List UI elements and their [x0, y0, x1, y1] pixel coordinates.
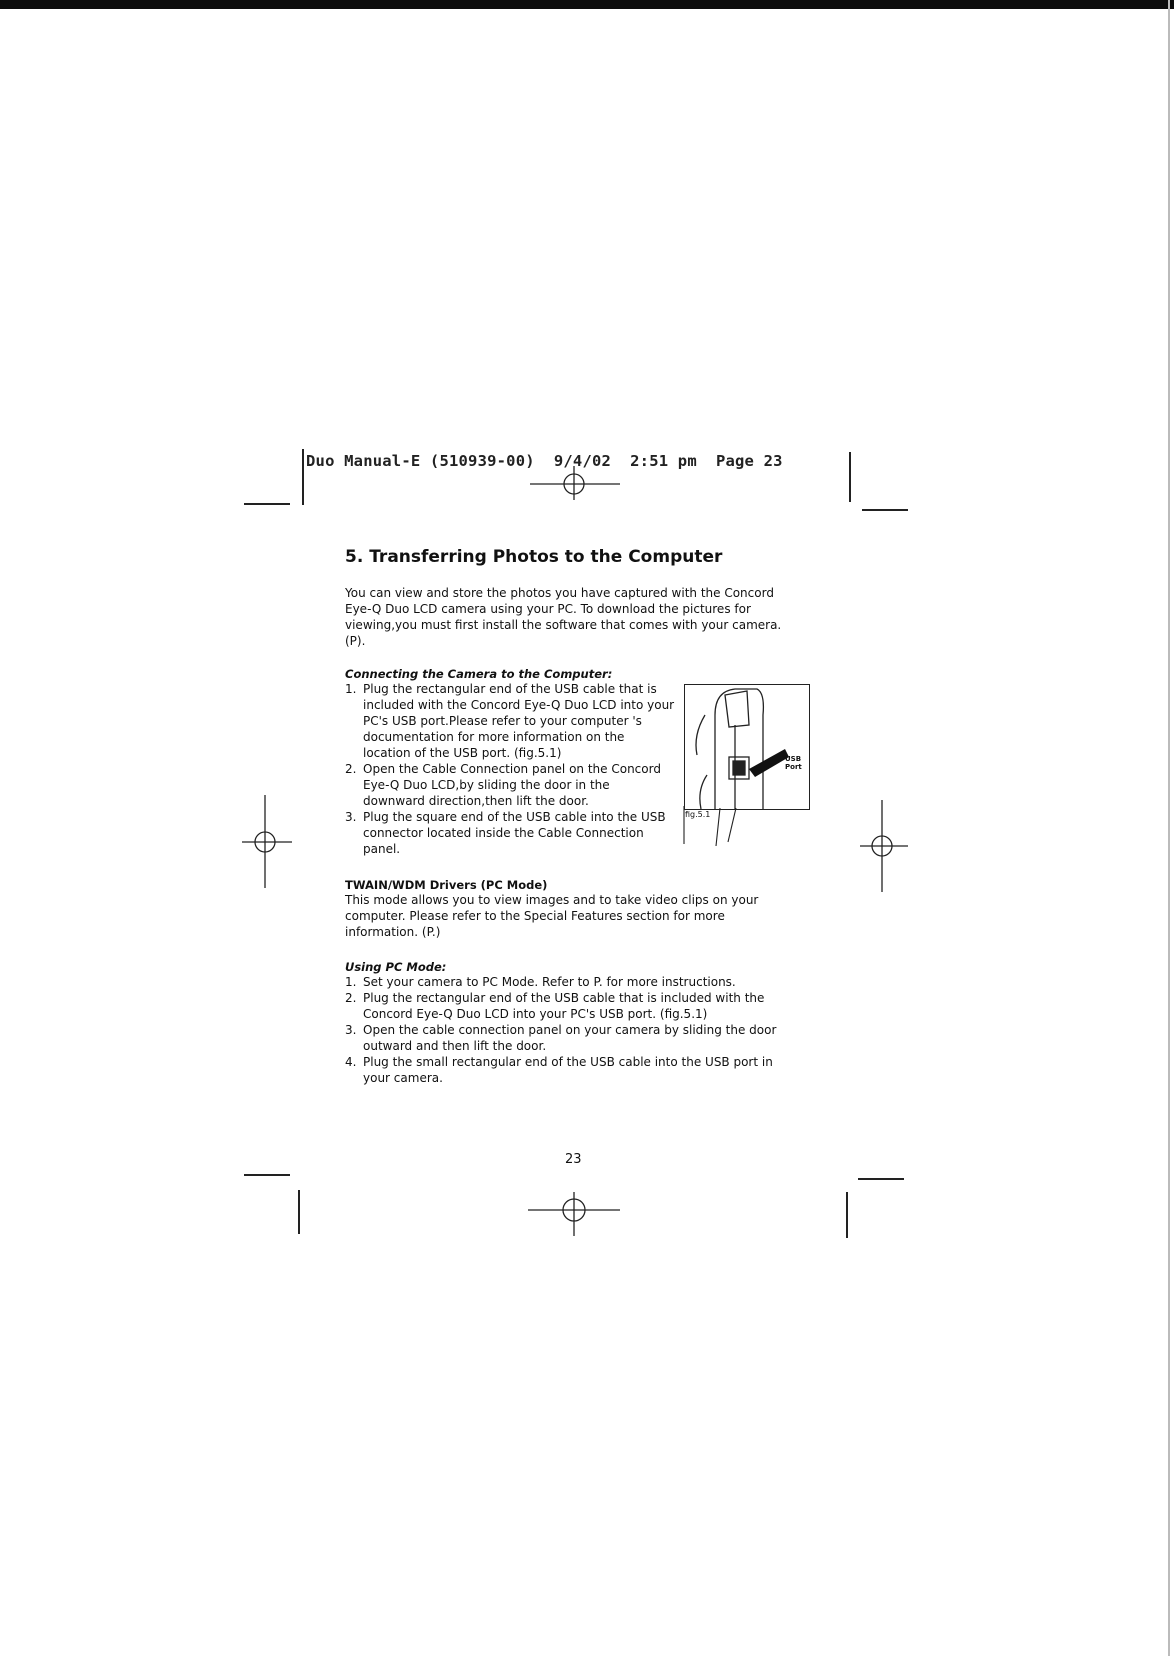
list-item: 3. Open the cable connection panel on your camera by sliding the door outward and then lift the door.: [345, 1023, 777, 1053]
section-title: 5. Transferring Photos to the Computer: [345, 547, 723, 567]
pcmode-section: [345, 960, 800, 1086]
header-time: 2:51 pm: [630, 452, 697, 470]
header-slug: Duo Manual-E (510939-00): [306, 452, 535, 470]
intro-paragraph: You can view and store the photos you have captured with the Concord Eye-Q Duo LCD camera using your PC. To download the pictures for viewing,you must first install the software that comes with your camera. (P).: [345, 586, 782, 648]
page-number: 23: [565, 1152, 582, 1167]
connecting-section: [345, 667, 675, 857]
camera-body-outline: [715, 689, 763, 809]
camera-usb-port-figure: [684, 684, 810, 810]
list-item: 4. Plug the small rectangular end of the USB cable into the USB port in your camera.: [345, 1055, 773, 1085]
pcmode-label: Using PC Mode:: [345, 960, 447, 974]
twain-paragraph: This mode allows you to view images and to take video clips on your computer. Please refer to the Special Features section for more information. (P.): [345, 893, 759, 939]
connecting-label: Connecting the Camera to the Computer:: [345, 667, 613, 681]
list-item: 2. Open the Cable Connection panel on the Concord Eye-Q Duo LCD,by sliding the door in the downward direction,then lift the door.: [345, 762, 661, 808]
list-item: 1. Plug the rectangular end of the USB cable that is included with the Concord Eye-Q Duo LCD into your PC's USB port.Please refer to your computer 's documentation for more information on the location of the USB port. (fig.5.1): [345, 682, 675, 760]
pcmode-steps: [345, 974, 800, 1086]
usb-port-label: USB Port: [785, 755, 802, 771]
list-item: 3. Plug the square end of the USB cable into the USB connector located inside the Cable Connection panel.: [345, 810, 666, 856]
header-page: Page 23: [715, 452, 783, 470]
camera-illustration: [685, 685, 809, 809]
list-item: 1. Set your camera to PC Mode. Refer to P. for more instructions.: [345, 975, 736, 989]
arrow-icon: [749, 749, 789, 777]
connecting-steps: [345, 681, 675, 857]
header-date: 9/4/02: [553, 452, 612, 470]
list-item: 2. Plug the rectangular end of the USB cable that is included with the Concord Eye-Q Duo LCD into your PC's USB port. (fig.5.1): [345, 991, 765, 1021]
figure-caption: fig.5.1: [685, 810, 711, 819]
twain-section: [345, 878, 800, 940]
twain-heading: TWAIN/WDM Drivers (PC Mode): [345, 878, 548, 892]
